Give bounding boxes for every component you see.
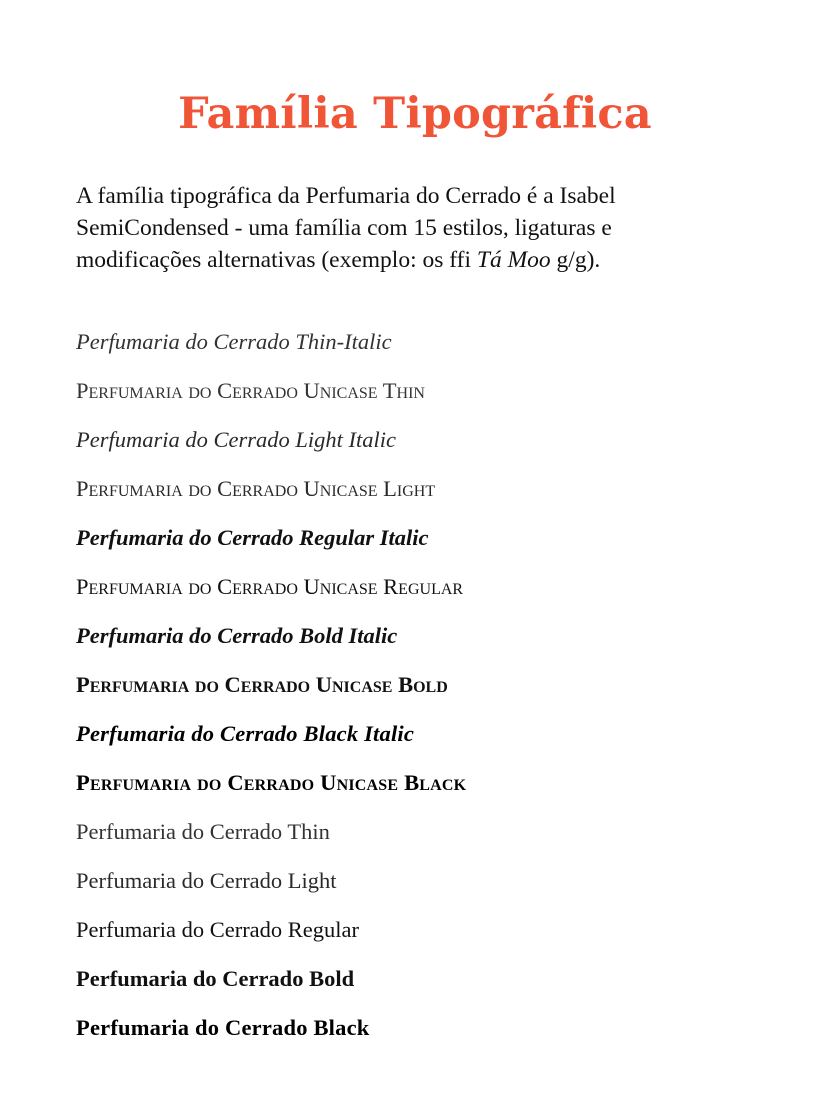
specimen-light: Perfumaria do Cerrado Light	[76, 868, 337, 893]
specimen-regular: Perfumaria do Cerrado Regular	[76, 917, 360, 942]
specimen-bold: Perfumaria do Cerrado Bold	[76, 966, 355, 991]
page-title: Família Tipográfica	[178, 89, 652, 139]
intro-text: A família tipográfica da Perfumaria do Cerrado é a Isabel SemiCondensed - uma família com 15 estilos, ligaturas e modificações alternativas (exemplo: os ffi	[76, 183, 616, 273]
specimen-unicase-regular: Perfumaria do Cerrado Unicase Regular	[76, 574, 464, 599]
specimen-unicase-bold: Perfumaria do Cerrado Unicase Bold	[76, 672, 448, 697]
specimen-thin: Perfumaria do Cerrado Thin	[76, 819, 330, 844]
specimen-bold-italic: Perfumaria do Cerrado Bold Italic	[76, 623, 398, 648]
specimen-unicase-black: Perfumaria do Cerrado Unicase Black	[76, 770, 467, 795]
specimen-black-italic: Perfumaria do Cerrado Black Italic	[76, 721, 415, 746]
intro-text-end: g/g).	[550, 247, 601, 273]
specimen-thin-italic: Perfumaria do Cerrado Thin-Italic	[76, 329, 392, 354]
intro-paragraph	[76, 180, 726, 276]
specimen-regular-italic: Perfumaria do Cerrado Regular Italic	[76, 525, 429, 550]
specimen-unicase-light: Perfumaria do Cerrado Unicase Light	[76, 476, 436, 501]
intro-alternate-example: Tá Moo	[476, 247, 551, 273]
specimen-unicase-thin: Perfumaria do Cerrado Unicase Thin	[76, 378, 425, 403]
type-specimen-list	[76, 322, 776, 1057]
specimen-black: Perfumaria do Cerrado Black	[76, 1015, 370, 1040]
specimen-light-italic: Perfumaria do Cerrado Light Italic	[76, 427, 396, 452]
